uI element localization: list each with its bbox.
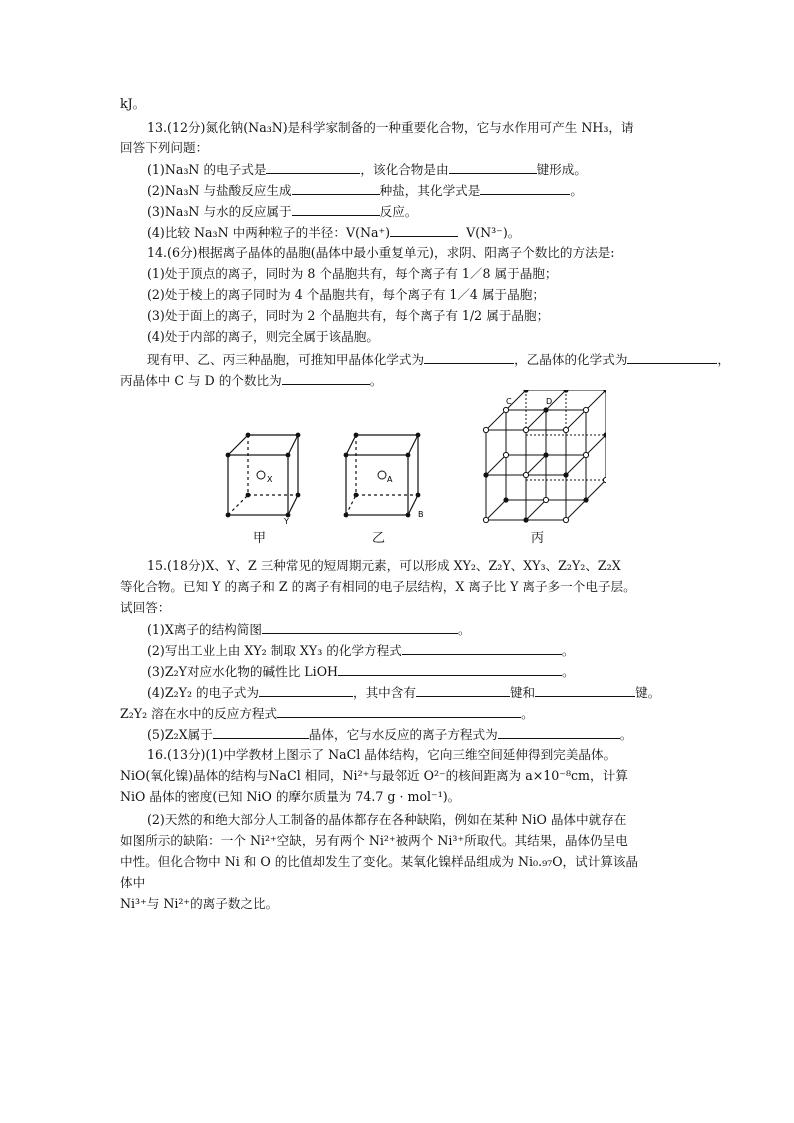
answer-blank[interactable] xyxy=(535,683,635,697)
text-line: 回答下列问题： xyxy=(120,140,209,155)
q15-part4-cont: Z₂Y₂ 溶在水中的反应方程式 。 xyxy=(120,706,534,721)
answer-blank[interactable] xyxy=(282,371,370,385)
question-15-heading: 15.(18分)X、Y、Z 三种常见的短周期元素，可以形成 XY₂、Z₂Y、XY₃、Z₂Y₂、Z₂X xyxy=(147,558,621,573)
crystal-cell-bing xyxy=(476,390,606,525)
answer-blank[interactable] xyxy=(292,202,380,216)
question-13-heading: 13.(12分)氮化钠(Na₃N)是科学家制备的一种重要化合物，它与水作用可产生 NH₃，请 xyxy=(147,120,634,135)
text-line: NiO(氧化镍)晶体的结构与NaCl 相同，Ni²⁺与最邻近 O²⁻的核间距离为 a×10⁻⁸cm，计算 xyxy=(120,768,628,783)
q14-question-cont: 丙晶体中 C 与 D 的个数比为 。 xyxy=(120,373,383,388)
crystal-cell-yi xyxy=(336,430,431,525)
text-line: Ni³⁺与 Ni²⁺的离子数之比。 xyxy=(120,896,279,911)
crystal-cell-jia xyxy=(218,430,308,525)
answer-blank[interactable] xyxy=(266,160,360,174)
label-x: X xyxy=(267,475,273,484)
q15-part2: (2)写出工业上由 XY₂ 制取 XY₃ 的化学方程式 。 xyxy=(147,643,575,658)
q13-part3: (3)Na₃N 与水的反应属于 反应。 xyxy=(147,204,418,219)
answer-blank[interactable] xyxy=(262,620,458,634)
label-b: B xyxy=(418,510,424,519)
figure-caption-bing: 丙 xyxy=(531,531,545,546)
answer-blank[interactable] xyxy=(259,683,353,697)
q13-part2: (2)Na₃N 与盐酸反应生成 种盐，其化学式是 。 xyxy=(147,183,583,198)
label-d: D xyxy=(546,397,553,406)
q15-part4: (4)Z₂Y₂ 的电子式为 ，其中含有 键和 键。 xyxy=(147,685,661,700)
text-line: 试回答： xyxy=(120,600,171,615)
text-line: (2)处于棱上的离子同时为 4 个晶胞共有，每个离子有 1／4 属于晶胞； xyxy=(147,287,545,302)
question-14-heading: 14.(6分)根据离子晶体的晶胞(晶体中最小重复单元)，求阴、阳离子个数比的方法是: xyxy=(147,245,615,260)
answer-blank[interactable] xyxy=(402,641,562,655)
text-line: kJ。 xyxy=(120,96,146,111)
text-line: 等化合物。已知 Y 的离子和 Z 的离子有相同的电子层结构，X 离子比 Y 离子多一个电子层。 xyxy=(120,579,636,594)
q15-part1: (1)X离子的结构简图 。 xyxy=(147,622,471,637)
label-y: Y xyxy=(284,517,289,525)
question-16-heading: 16.(13分)(1)中学教材上图示了 NaCl 晶体结构，它向三维空间延伸得到完美晶体。 xyxy=(147,747,617,762)
answer-blank[interactable] xyxy=(424,350,514,364)
answer-blank[interactable] xyxy=(213,725,309,739)
q14-question: 现有甲、乙、丙三种晶胞，可推知甲晶体化学式为 ，乙晶体的化学式为 ， xyxy=(147,352,730,367)
answer-blank[interactable] xyxy=(338,662,562,676)
answer-blank[interactable] xyxy=(390,223,458,237)
q15-part3: (3)Z₂Y对应水化物的碱性比 LiOH 。 xyxy=(147,664,575,679)
figure-caption-yi: 乙 xyxy=(372,531,386,546)
text-line: 中性。但化合物中 Ni 和 O 的比值却发生了变化。某氧化镍样品组成为 Ni₀.₉₇O，试计算该晶 xyxy=(120,854,639,869)
q13-part4: (4)比较 Na₃N 中两种粒子的半径：V(Na⁺) V(N³⁻)。 xyxy=(147,225,521,240)
text-line: (4)处于内部的离子，则完全属于该晶胞。 xyxy=(147,329,379,344)
q15-part5: (5)Z₂X属于 晶体，它与水反应的离子方程式为 。 xyxy=(147,727,633,742)
label-a: A xyxy=(387,475,393,484)
figure-caption-jia: 甲 xyxy=(253,531,267,546)
q13-part1: (1)Na₃N 的电子式是 ，该化合物是由 键形成。 xyxy=(147,162,587,177)
text-line: NiO 晶体的密度(已知 NiO 的摩尔质量为 74.7 g · mol⁻¹)。 xyxy=(120,789,461,804)
answer-blank[interactable] xyxy=(277,704,521,718)
text-line: 体中 xyxy=(120,875,146,890)
answer-blank[interactable] xyxy=(498,725,620,739)
answer-blank[interactable] xyxy=(292,181,380,195)
answer-blank[interactable] xyxy=(416,683,510,697)
answer-blank[interactable] xyxy=(449,160,537,174)
label-c: C xyxy=(506,397,512,406)
answer-blank[interactable] xyxy=(480,181,570,195)
text-line: (2)天然的和绝大部分人工制备的晶体都存在各种缺陷，例如在某种 NiO 晶体中就存在 xyxy=(147,812,627,827)
text-line: 如图所示的缺陷：一个 Ni²⁺空缺，另有两个 Ni²⁺被两个 Ni³⁺所取代。其结果，晶体仍呈电 xyxy=(120,833,628,848)
answer-blank[interactable] xyxy=(627,350,717,364)
text-line: (1)处于顶点的离子，同时为 8 个晶胞共有，每个离子有 1／8 属于晶胞； xyxy=(147,266,558,281)
text-line: (3)处于面上的离子，同时为 2 个晶胞共有，每个离子有 1/2 属于晶胞； xyxy=(147,308,550,323)
